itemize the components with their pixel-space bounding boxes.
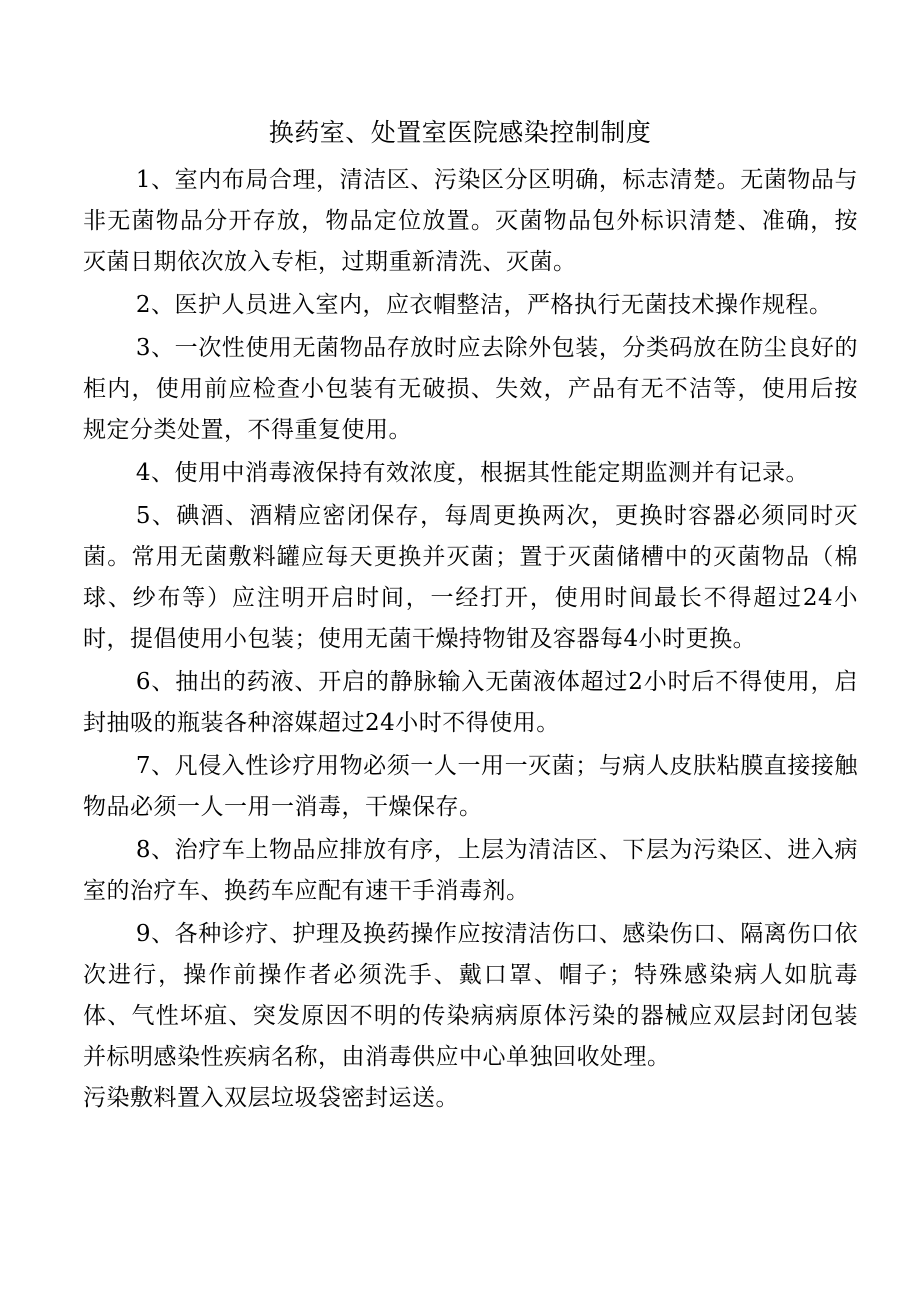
paragraph-1: 1、室内布局合理，清洁区、污染区分区明确，标志清楚。无菌物品与非无菌物品分开存放，物品定位放置。灭菌物品包外标识清楚、准确，按灭菌日期依次放入专柜，过期重新清洗、灭菌。 (83, 167, 858, 275)
document-body (83, 160, 858, 1119)
paragraph-6: 6、抽出的药液、开启的静脉输入无菌液体超过2小时后不得使用，启封抽吸的瓶装各种溶媒超过24小时不得使用。 (83, 669, 858, 736)
paragraph-8: 8、治疗车上物品应排放有序，上层为清洁区、下层为污染区、进入病室的治疗车、换药车应配有速干手消毒剂。 (83, 837, 858, 904)
paragraph-5: 5、碘酒、酒精应密闭保存，每周更换两次，更换时容器必须同时灭菌。常用无菌敷料罐应每天更换并灭菌；置于灭菌储槽中的灭菌物品（棉球、纱布等）应注明开启时间，一经打开，使用时间最长不得超过24小时，提倡使用小包装；使用无菌干燥持物钳及容器每4小时更换。 (83, 503, 858, 652)
paragraph-7: 7、凡侵入性诊疗用物必须一人一用一灭菌；与病人皮肤粘膜直接接触物品必须一人一用一消毒，干燥保存。 (83, 753, 858, 820)
paragraph-2: 2、医护人员进入室内，应衣帽整洁，严格执行无菌技术操作规程。 (135, 292, 833, 318)
paragraph-3: 3、一次性使用无菌物品存放时应去除外包装，分类码放在防尘良好的柜内，使用前应检查小包装有无破损、失效，产品有无不洁等，使用后按规定分类处置，不得重复使用。 (83, 335, 858, 443)
paragraph-9: 9、各种诊疗、护理及换药操作应按清洁伤口、感染伤口、隔离伤口依次进行，操作前操作者必须洗手、戴口罩、帽子；特殊感染病人如肮毒体、气性坏疽、突发原因不明的传染病病原体污染的器械应双层封闭包装并标明感染性疾病名称，由消毒供应中心单独回收处理。 (83, 921, 858, 1070)
document-title: 换药室、处置室医院感染控制制度 (268, 118, 652, 147)
paragraph-tail: 污染敷料置入双层垃圾袋密封运送。 (83, 1085, 459, 1111)
paragraph-4: 4、使用中消毒液保持有效浓度，根据其性能定期监测并有记录。 (135, 460, 810, 486)
